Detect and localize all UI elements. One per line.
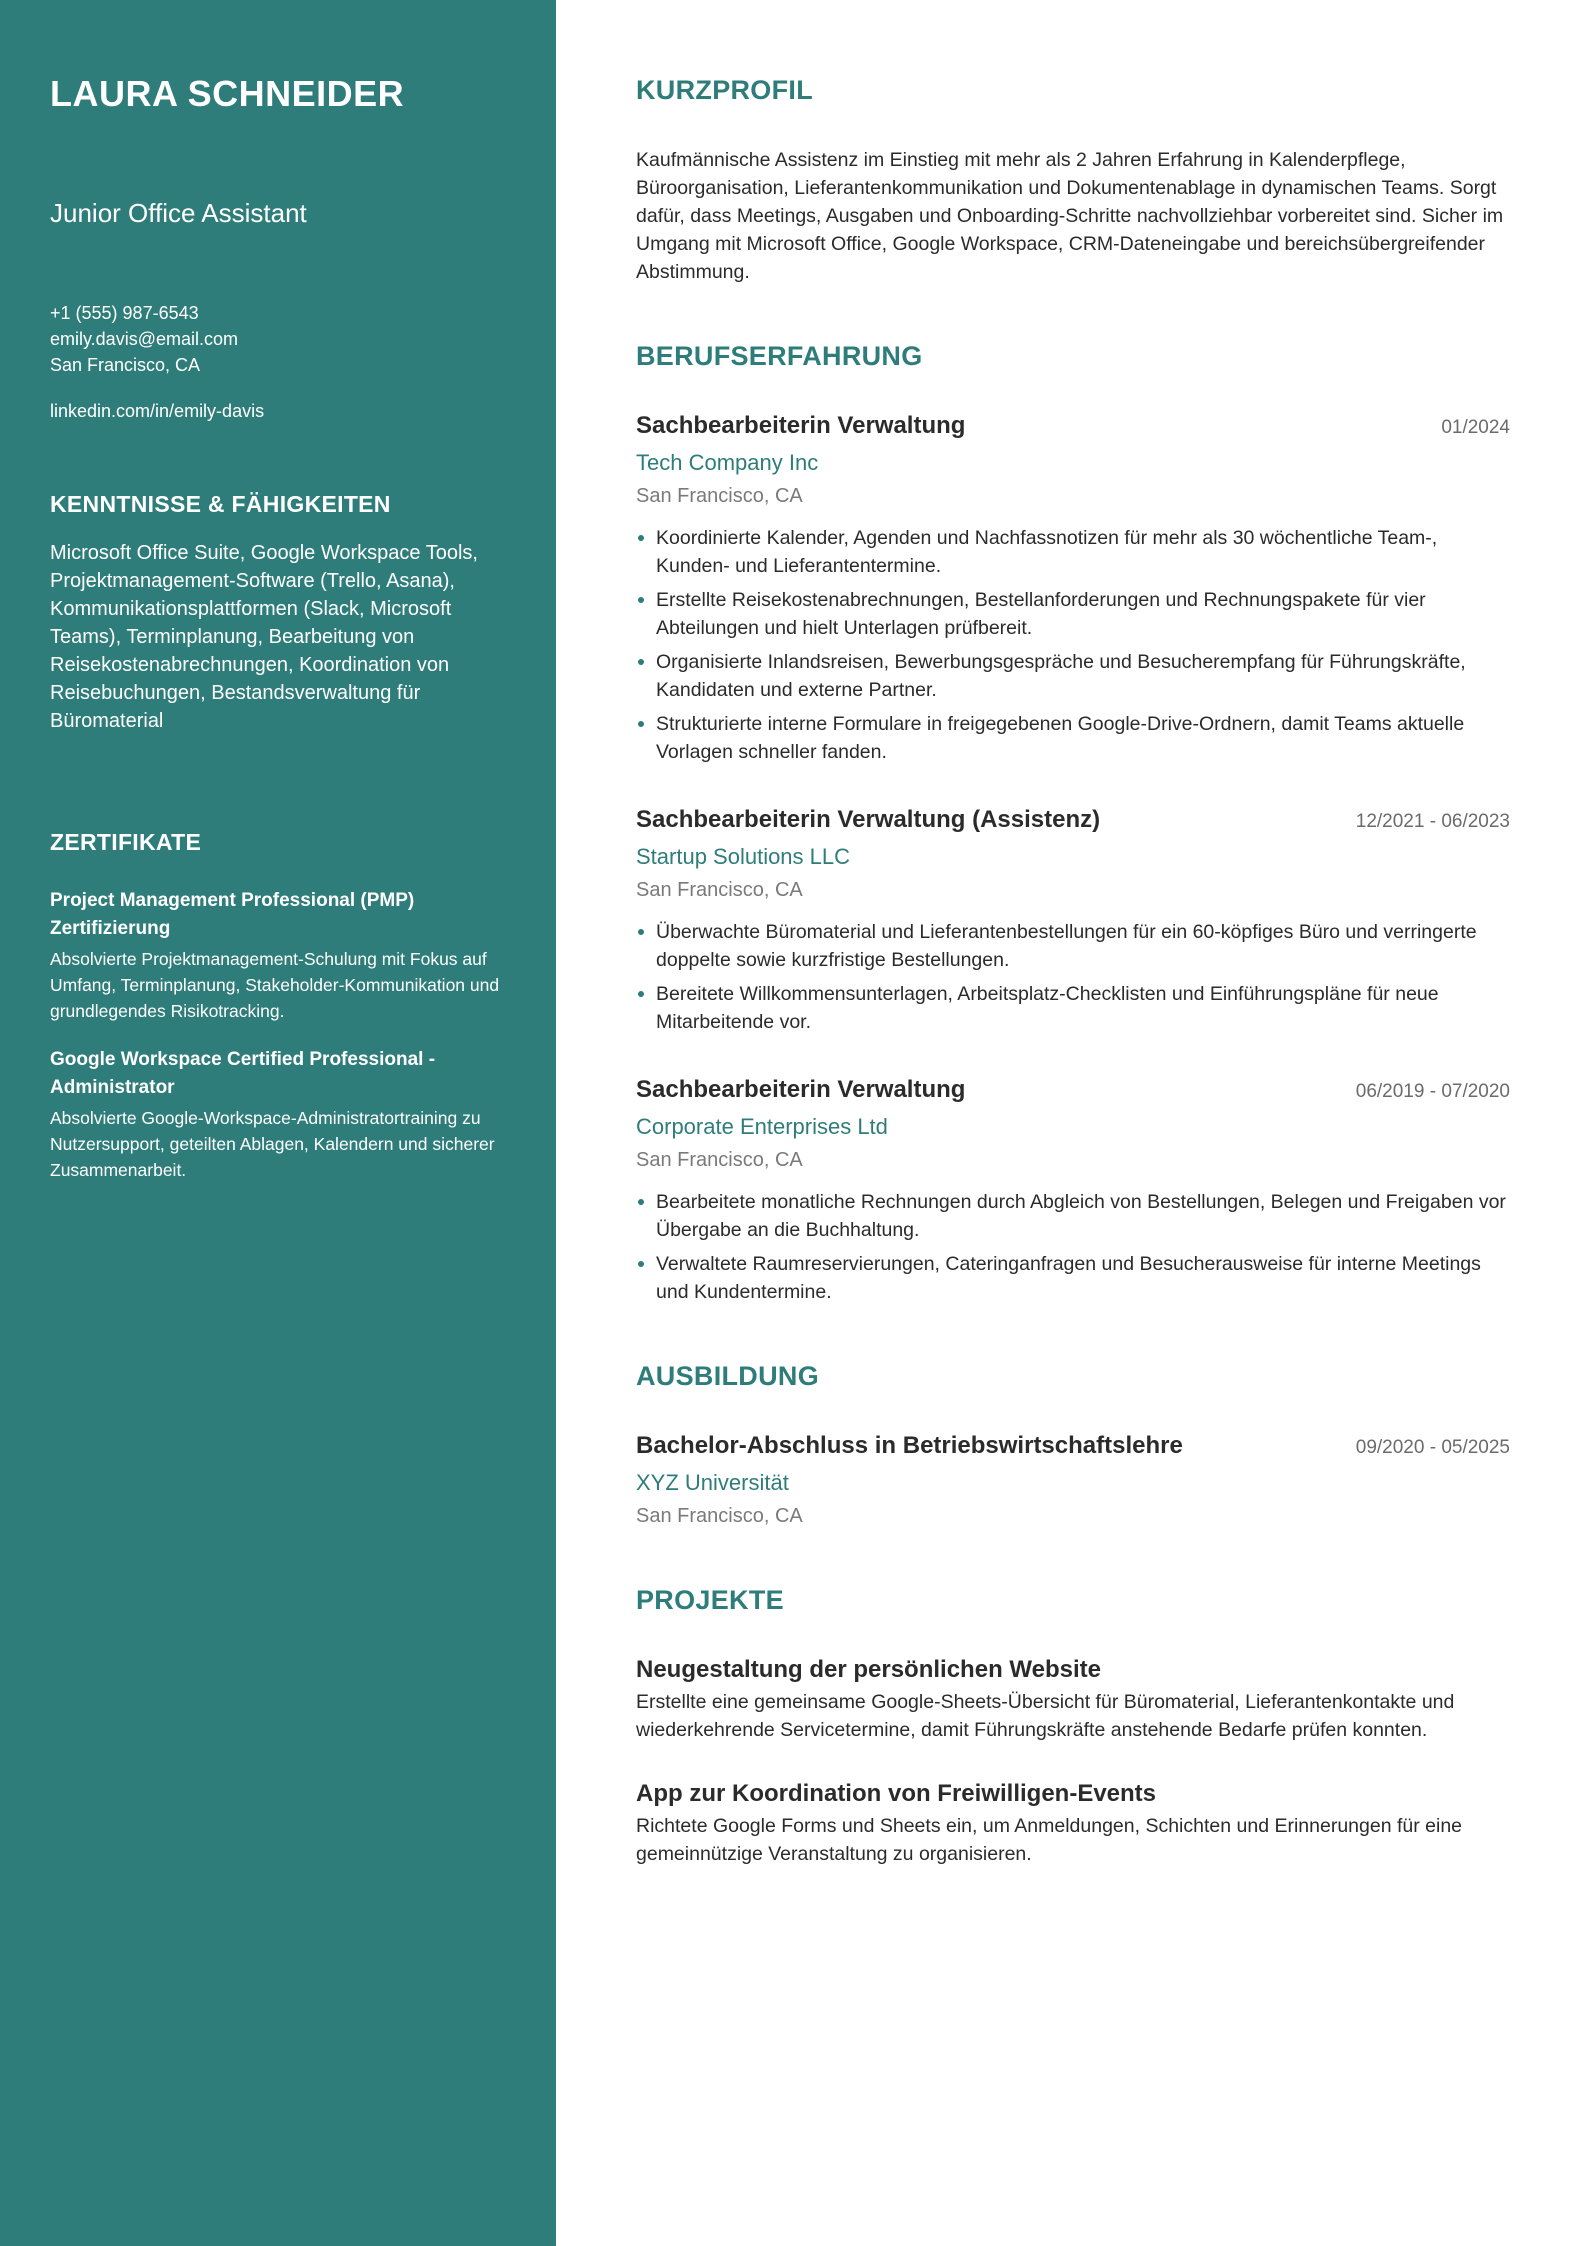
bullet-item: Koordinierte Kalender, Agenden und Nachfassnotizen für mehr als 30 wöchentliche Team-, Kunden- und Lieferantentermine. — [636, 524, 1510, 580]
project-title: Neugestaltung der persönlichen Website — [636, 1656, 1101, 1683]
certificate-description: Absolvierte Projektmanagement-Schulung mit Fokus auf Umfang, Terminplanung, Stakeholder-Kommunikation und grundlegendes Risikotracking. — [50, 949, 500, 1021]
job-dates: 06/2019 - 07/2020 — [1355, 1081, 1510, 1102]
project-title: App zur Koordination von Freiwilligen-Events — [636, 1780, 1157, 1807]
project-description: Erstellte eine gemeinsame Google-Sheets-Übersicht für Büromaterial, Lieferantenkontakte und wiederkehrende Servicetermine, damit Führungskräfte anstehende Bedarfe prüfen konnten. — [636, 1691, 1455, 1741]
phone-number: +1 (555) 987-6543 — [50, 303, 199, 323]
contact-location: San Francisco, CA — [50, 355, 201, 375]
company-name: Corporate Enterprises Ltd — [636, 1114, 888, 1139]
summary-heading: KURZPROFIL — [636, 75, 813, 105]
main-content — [636, 72, 1510, 1868]
certificates-heading: ZERTIFIKATE — [50, 829, 202, 855]
experience-heading: BERUFSERFAHRUNG — [636, 341, 923, 371]
bullet-item: Verwaltete Raumreservierungen, Cateringanfragen und Besucherausweise für interne Meetings und Kundentermine. — [636, 1250, 1510, 1306]
job-position-title: Sachbearbeiterin Verwaltung (Assistenz) — [636, 806, 1101, 833]
job-bullets — [636, 524, 1510, 766]
bullet-item: Bearbeitete monatliche Rechnungen durch Abgleich von Bestellungen, Belegen und Freigaben vor Übergabe an die Buchhaltung. — [636, 1188, 1510, 1244]
company-name: Startup Solutions LLC — [636, 844, 851, 869]
linkedin-link[interactable]: linkedin.com/in/emily-davis — [50, 401, 265, 421]
job-title: Junior Office Assistant — [50, 198, 307, 228]
experience-section — [636, 338, 1510, 1306]
company-name: Tech Company Inc — [636, 450, 819, 475]
bullet-item: Bereitete Willkommensunterlagen, Arbeitsplatz-Checklisten und Einführungspläne für neue Mitarbeitende vor. — [636, 980, 1510, 1036]
certificate-title: Project Management Professional (PMP) Zertifizierung — [50, 890, 415, 939]
education-section — [636, 1358, 1510, 1530]
email-address[interactable]: emily.davis@email.com — [50, 329, 238, 349]
experience-entry — [636, 804, 1510, 1036]
project-entry — [636, 1778, 1510, 1868]
projects-heading: PROJEKTE — [636, 1585, 784, 1615]
certificate-item — [50, 887, 506, 1024]
summary-section — [636, 72, 1510, 286]
bullet-item: Strukturierte interne Formulare in freigegebenen Google-Drive-Ordnern, damit Teams aktuelle Vorlagen schneller fanden. — [636, 710, 1510, 766]
experience-entry — [636, 1074, 1510, 1306]
job-position-title: Sachbearbeiterin Verwaltung — [636, 412, 966, 439]
summary-text: Kaufmännische Assistenz im Einstieg mit mehr als 2 Jahren Erfahrung in Kalenderpflege, Büroorganisation, Lieferantenkommunikation und Dokumentenablage in dynamischen Teams. Sorgt dafür, dass Meetings, Ausgaben und Onboarding-Schritte nachvollziehbar vorbereitet sind. Sicher im Umgang mit Microsoft Office, Google Workspace, CRM-Dateneingabe und bereichsübergreifender Abstimmung. — [636, 149, 1504, 283]
job-bullets — [636, 918, 1510, 1036]
bullet-item: Organisierte Inlandsreisen, Bewerbungsgespräche und Besucherempfang für Führungskräfte, Kandidaten und externe Partner. — [636, 648, 1510, 704]
education-entry — [636, 1430, 1510, 1530]
project-description: Richtete Google Forms und Sheets ein, um Anmeldungen, Schichten und Erinnerungen für eine gemeinnützige Veranstaltung zu organisieren. — [636, 1815, 1463, 1865]
job-location: San Francisco, CA — [636, 485, 803, 507]
sidebar — [0, 0, 556, 2246]
experience-entry — [636, 410, 1510, 766]
school-name: XYZ Universität — [636, 1470, 789, 1495]
projects-section — [636, 1582, 1510, 1868]
bullet-item: Erstellte Reisekostenabrechnungen, Bestellanforderungen und Rechnungspakete für vier Abteilungen und hielt Unterlagen prüfbereit. — [636, 586, 1510, 642]
skills-list: Microsoft Office Suite, Google Workspace Tools, Projektmanagement-Software (Trello, Asana), Kommunikationsplattformen (Slack, Microsoft Teams), Terminplanung, Bearbeitung von Reisekostenabrechnungen, Koordination von Reisebuchungen, Bestandsverwaltung für Büromaterial — [50, 542, 478, 732]
degree-title: Bachelor-Abschluss in Betriebswirtschaftslehre — [636, 1432, 1183, 1459]
education-heading: AUSBILDUNG — [636, 1361, 819, 1391]
education-dates: 09/2020 - 05/2025 — [1355, 1437, 1510, 1458]
bullet-item: Überwachte Büromaterial und Lieferantenbestellungen für ein 60-köpfiges Büro und verringerte doppelte sowie kurzfristige Bestellungen. — [636, 918, 1510, 974]
contact-info — [50, 300, 506, 424]
certificate-description: Absolvierte Google-Workspace-Administratortraining zu Nutzersupport, geteilten Ablagen, Kalendern und sicherer Zusammenarbeit. — [50, 1108, 495, 1180]
school-location: San Francisco, CA — [636, 1505, 803, 1527]
job-dates: 12/2021 - 06/2023 — [1355, 811, 1510, 832]
certificate-title: Google Workspace Certified Professional - Administrator — [50, 1049, 436, 1098]
job-location: San Francisco, CA — [636, 879, 803, 901]
job-bullets — [636, 1188, 1510, 1306]
job-location: San Francisco, CA — [636, 1149, 803, 1171]
skills-heading: KENNTNISSE & FÄHIGKEITEN — [50, 491, 391, 517]
job-dates: 01/2024 — [1441, 417, 1510, 438]
certificate-item — [50, 1046, 506, 1183]
candidate-name: LAURA SCHNEIDER — [50, 73, 405, 114]
project-entry — [636, 1654, 1510, 1744]
job-position-title: Sachbearbeiterin Verwaltung — [636, 1076, 966, 1103]
certificates-list — [50, 887, 506, 1183]
